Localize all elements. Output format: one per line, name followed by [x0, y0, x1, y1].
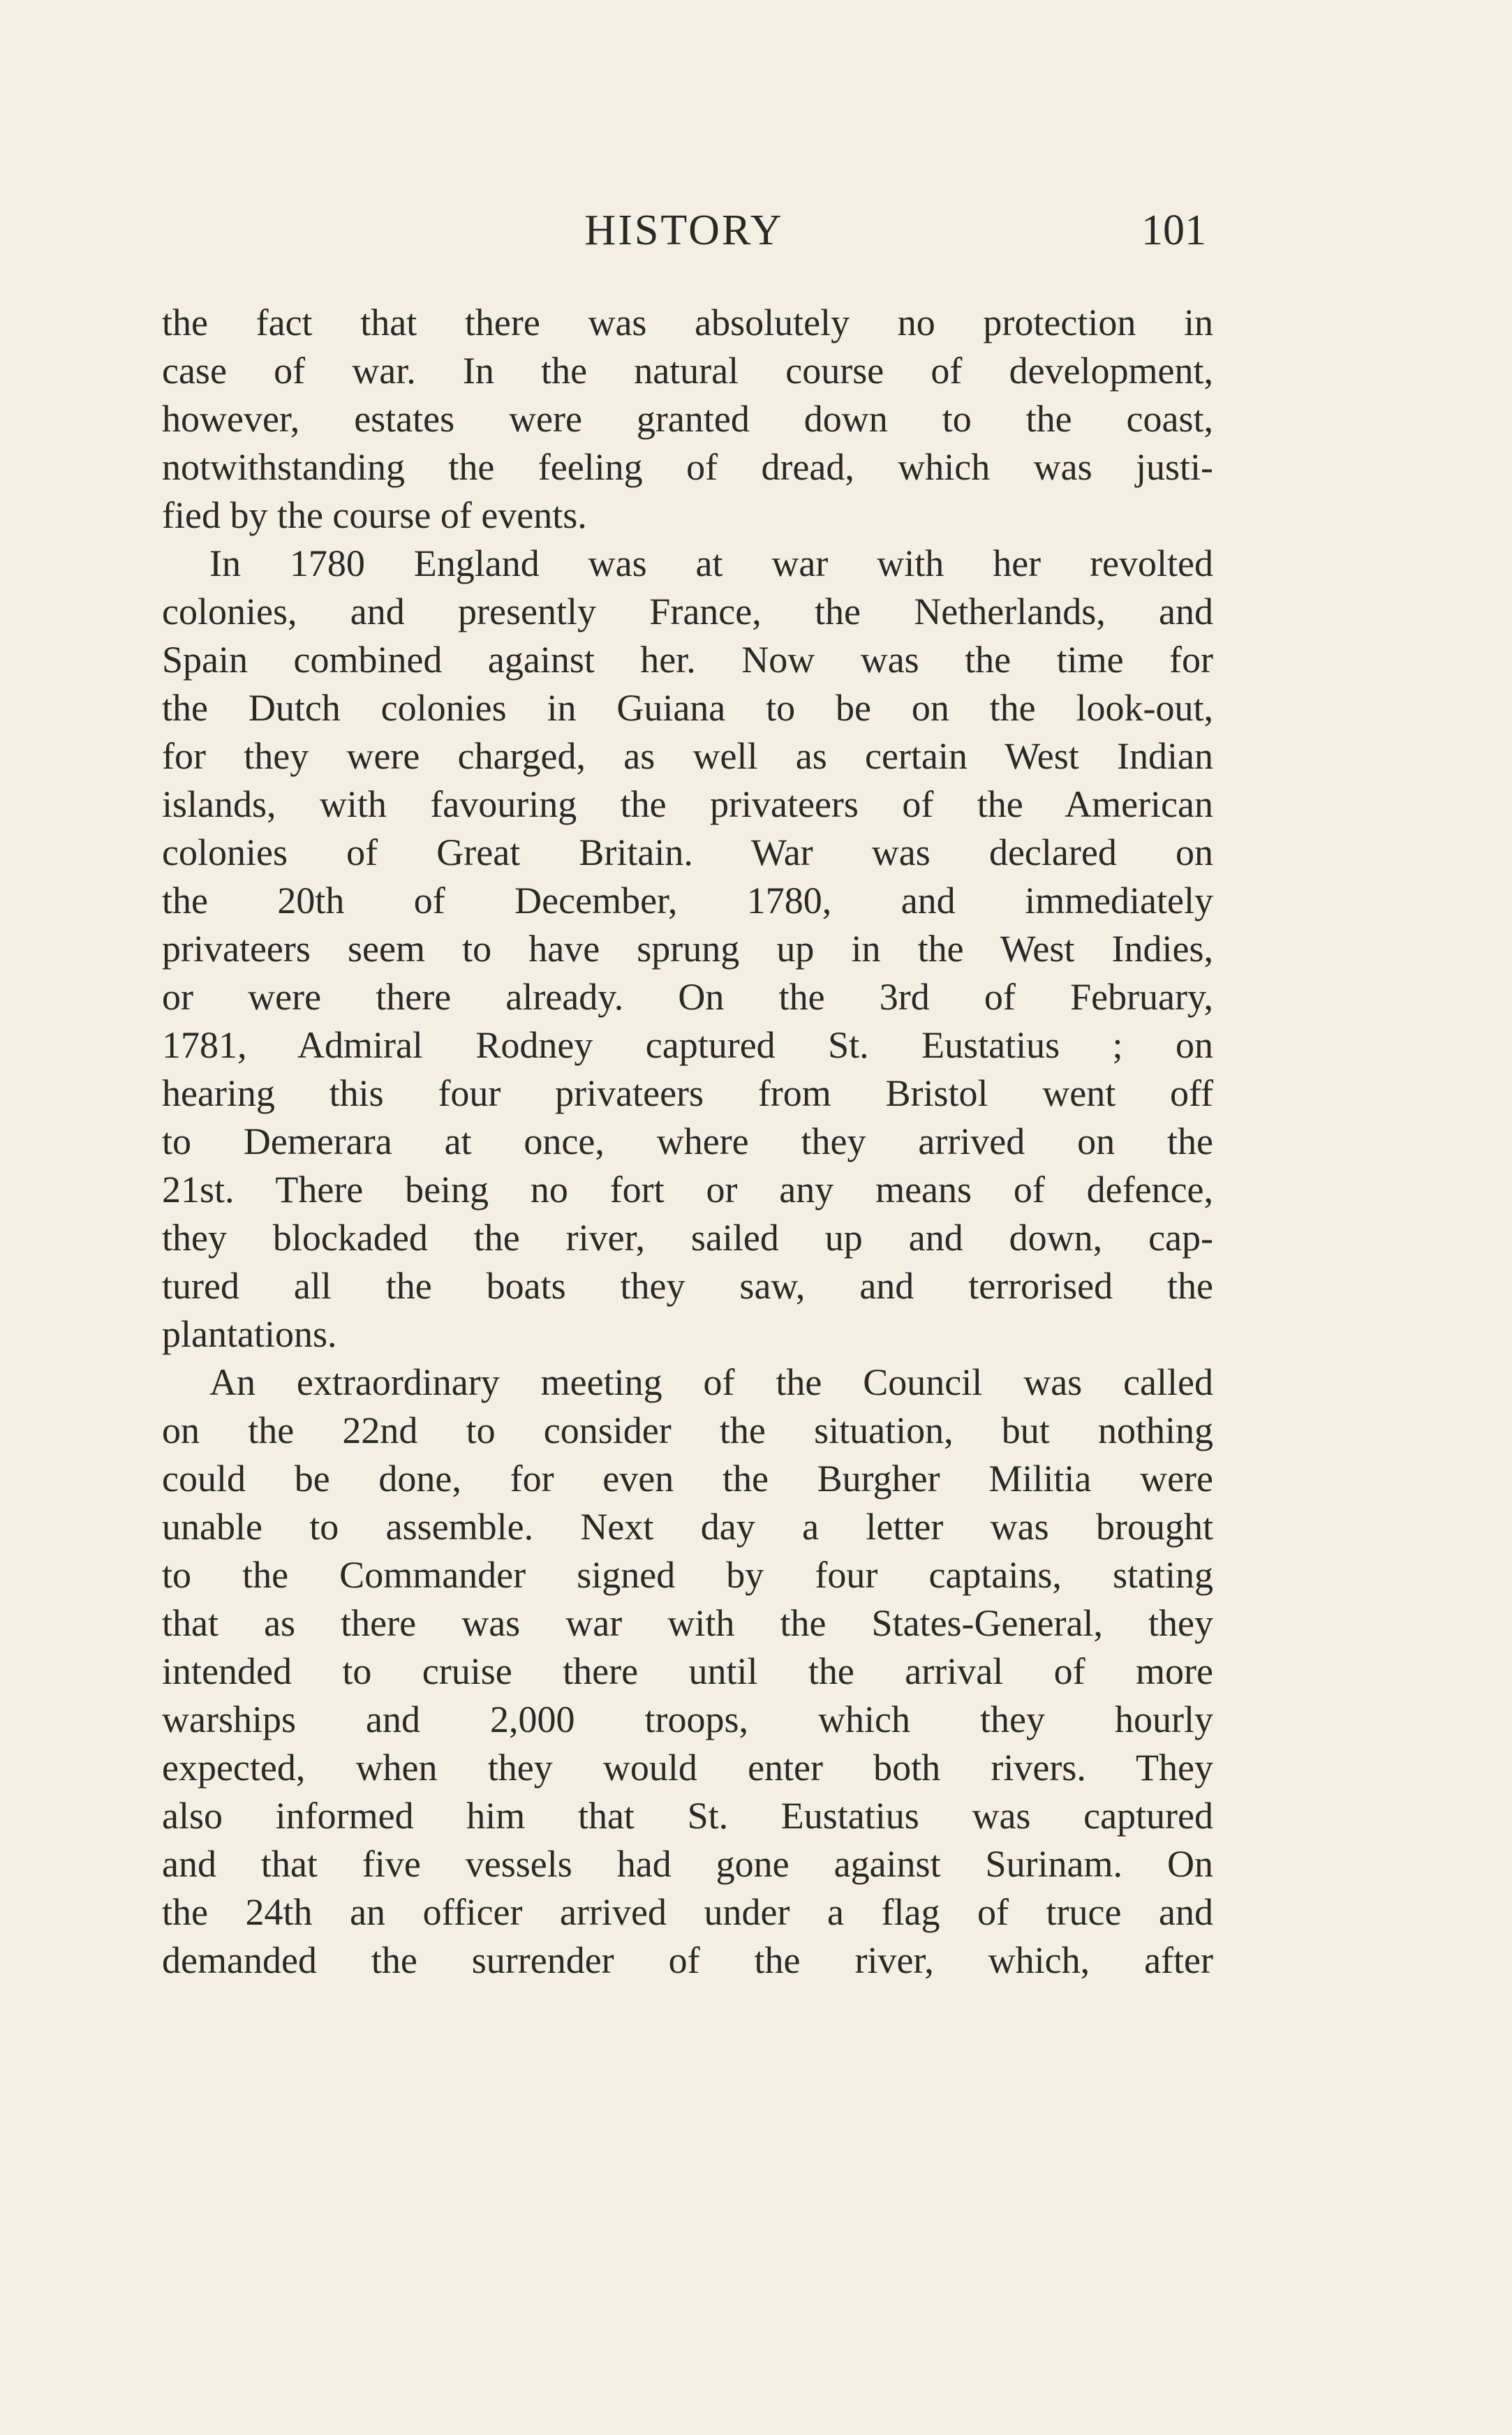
- text-line: the Dutch colonies in Guiana to be on the look-out,: [162, 687, 1213, 729]
- paragraph-1: [162, 299, 1213, 540]
- text-line: could be done, for even the Burgher Militia were: [162, 1458, 1213, 1500]
- paragraph-2: [162, 540, 1213, 1359]
- text-line: An extraordinary meeting of the Council was called: [209, 1361, 1213, 1403]
- text-line: for they were charged, as well as certain West Indian: [162, 735, 1213, 777]
- text-line: the 24th an officer arrived under a flag of truce and: [162, 1891, 1213, 1933]
- text-line: notwithstanding the feeling of dread, which was justi-: [162, 446, 1213, 488]
- text-line: plantations.: [162, 1313, 337, 1355]
- text-line: to the Commander signed by four captains, stating: [162, 1554, 1213, 1596]
- text-line: fied by the course of events.: [162, 494, 587, 536]
- text-line: on the 22nd to consider the situation, but nothing: [162, 1409, 1213, 1451]
- text-line: intended to cruise there until the arrival of more: [162, 1650, 1213, 1692]
- text-line: the fact that there was absolutely no protection in: [162, 302, 1213, 343]
- text-line: 21st. There being no fort or any means of defence,: [162, 1169, 1213, 1211]
- text-line: unable to assemble. Next day a letter was brought: [162, 1506, 1213, 1548]
- text-line: case of war. In the natural course of development,: [162, 350, 1213, 392]
- text-line: demanded the surrender of the river, which, after: [162, 1939, 1213, 1981]
- text-line: also informed him that St. Eustatius was captured: [162, 1795, 1213, 1837]
- text-line: expected, when they would enter both rivers. They: [162, 1747, 1213, 1789]
- page-number: 101: [1141, 207, 1206, 254]
- page-header: [162, 195, 1206, 265]
- text-line: colonies of Great Britain. War was declared on: [162, 831, 1213, 873]
- text-line: hearing this four privateers from Bristol went off: [162, 1072, 1213, 1114]
- text-line: to Demerara at once, where they arrived on the: [162, 1120, 1213, 1162]
- text-line: In 1780 England was at war with her revolted: [209, 542, 1213, 584]
- text-line: privateers seem to have sprung up in the West Indies,: [162, 928, 1213, 970]
- text-line: and that five vessels had gone against Surinam. On: [162, 1843, 1213, 1885]
- body-text: [162, 299, 1213, 1985]
- text-line: 1781, Admiral Rodney captured St. Eustatius ; on: [162, 1024, 1213, 1066]
- text-line: they blockaded the river, sailed up and down, cap-: [162, 1217, 1213, 1259]
- running-head: HISTORY: [584, 207, 784, 254]
- text-line: the 20th of December, 1780, and immediately: [162, 880, 1213, 922]
- text-line: tured all the boats they saw, and terrorised the: [162, 1265, 1213, 1307]
- text-line: or were there already. On the 3rd of February,: [162, 976, 1213, 1018]
- text-line: that as there was war with the States-General, they: [162, 1602, 1213, 1644]
- text-line: islands, with favouring the privateers of the American: [162, 783, 1213, 825]
- text-line: colonies, and presently France, the Netherlands, and: [162, 591, 1213, 632]
- text-line: warships and 2,000 troops, which they hourly: [162, 1698, 1213, 1740]
- text-line: however, estates were granted down to the coast,: [162, 398, 1213, 440]
- paragraph-3: [162, 1359, 1213, 1985]
- text-line: Spain combined against her. Now was the time for: [162, 639, 1213, 681]
